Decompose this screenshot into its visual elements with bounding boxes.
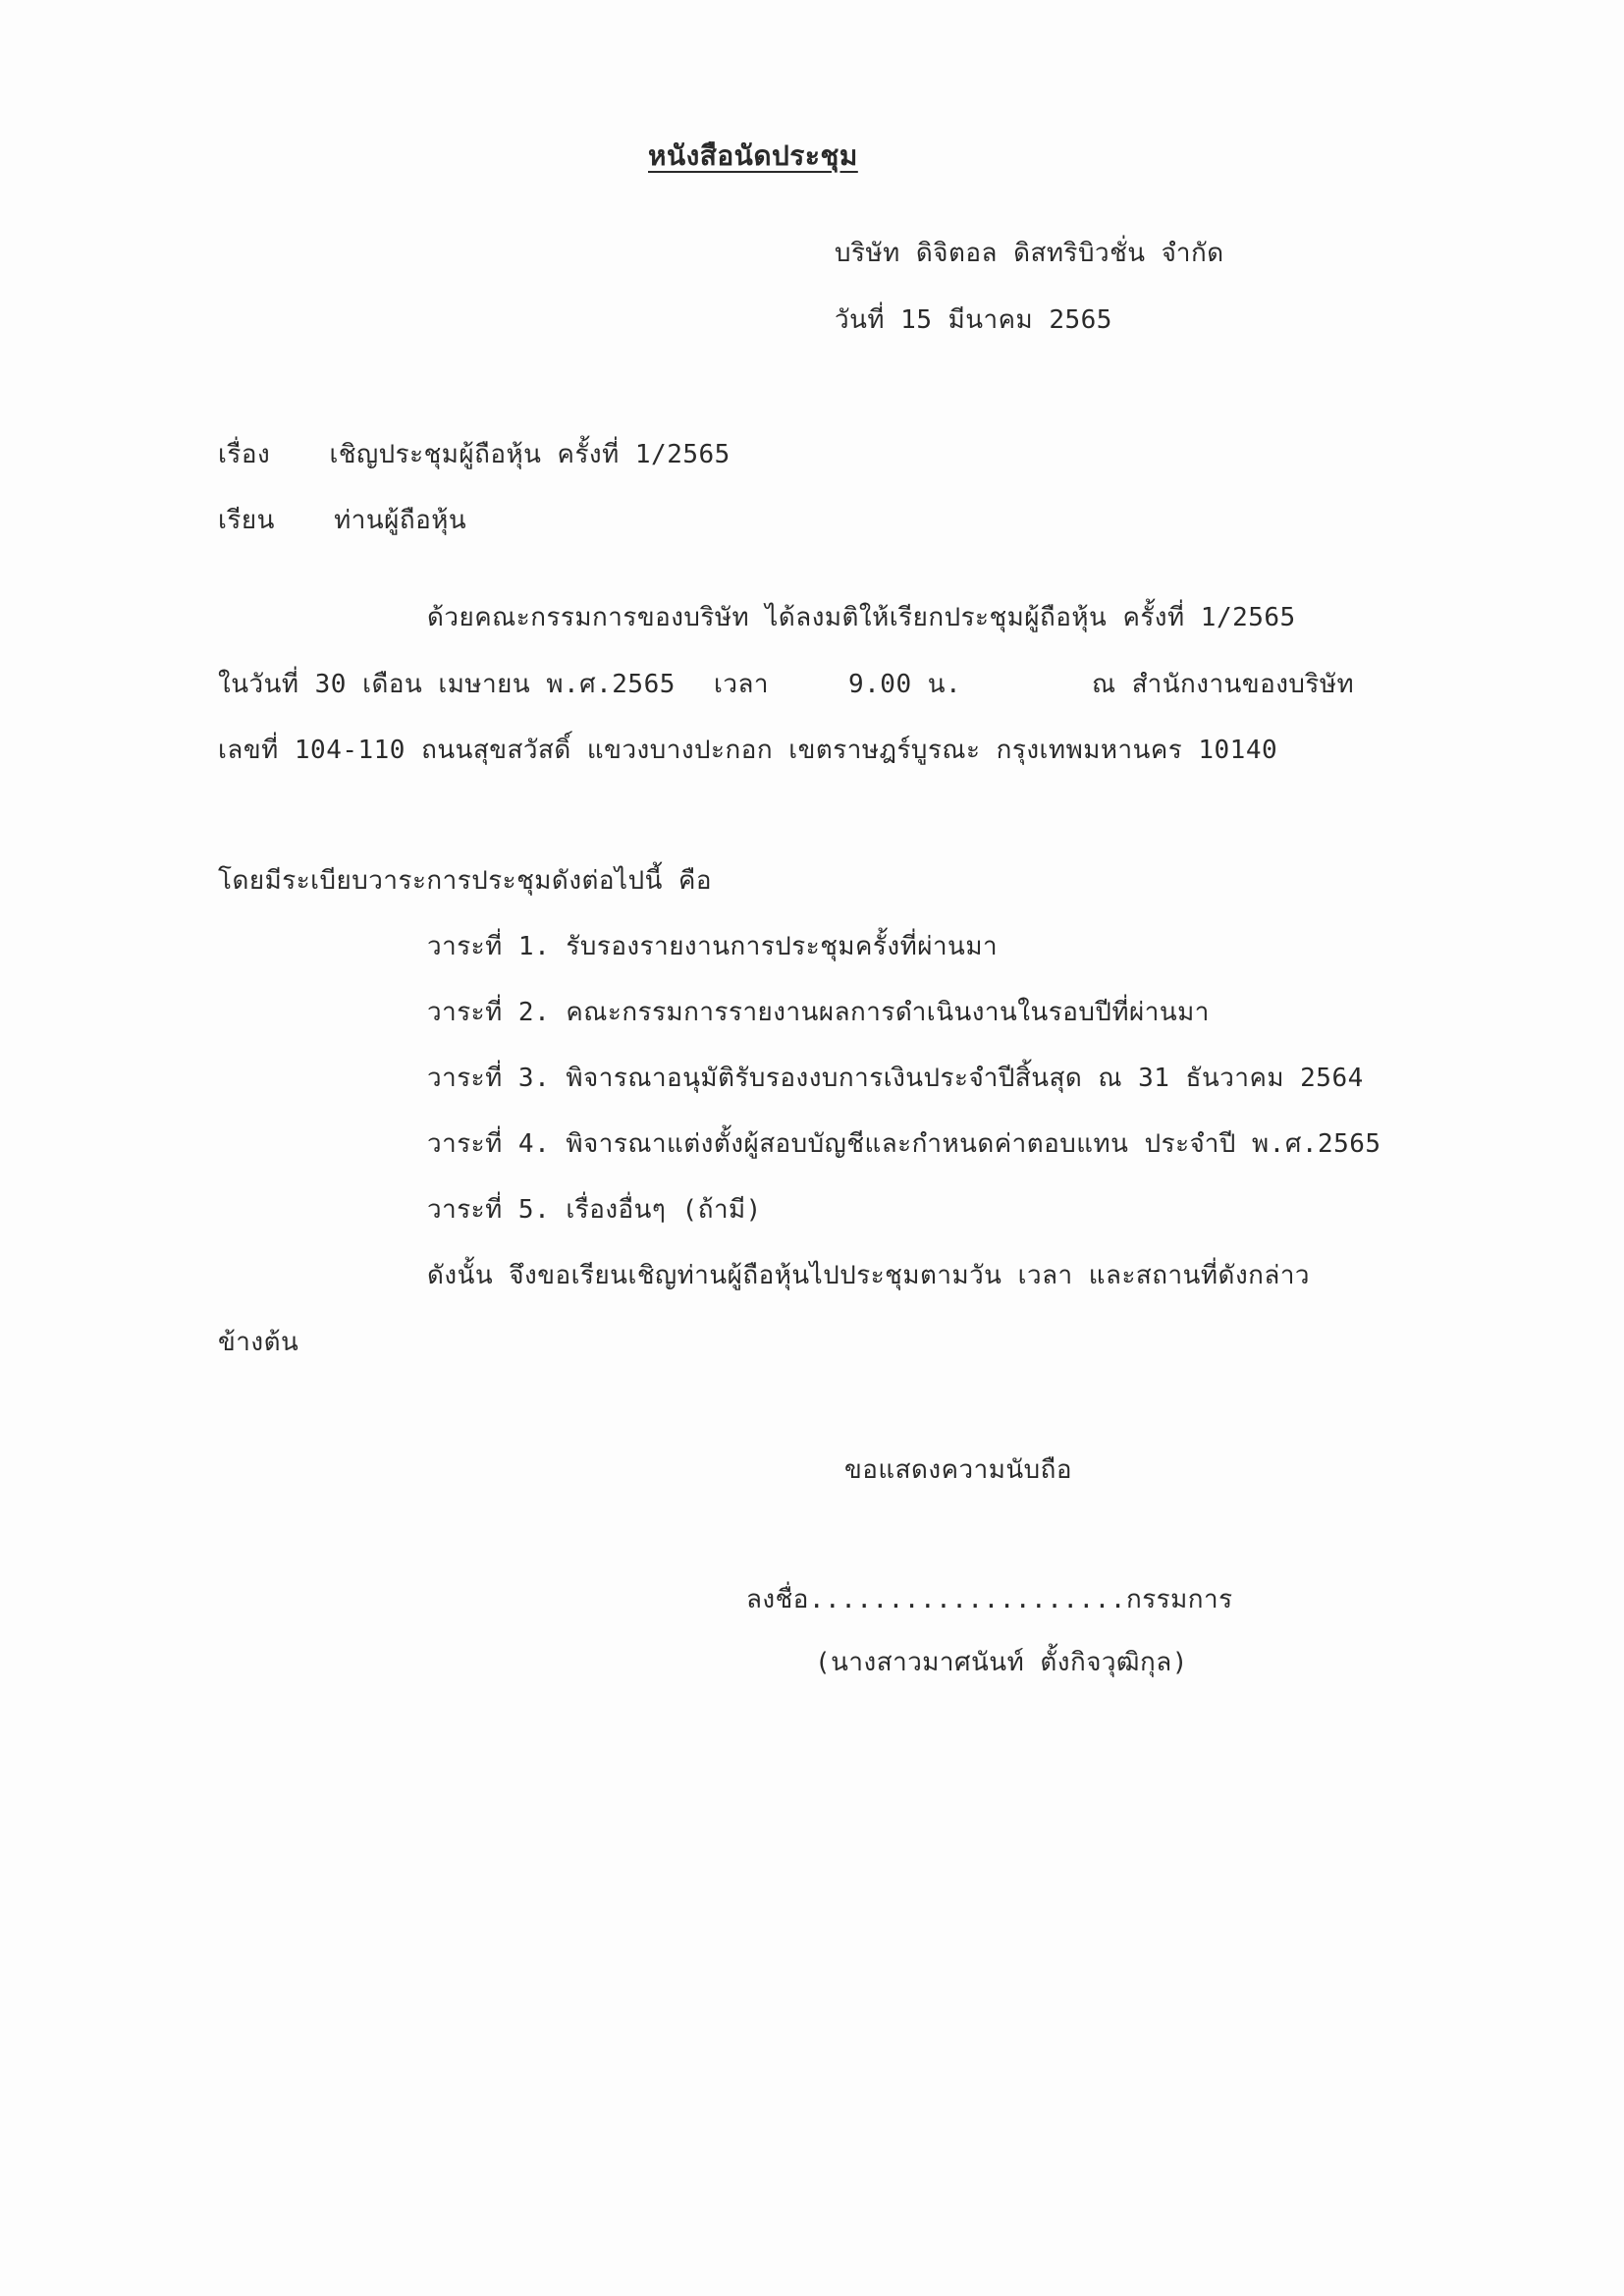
recipient-row xyxy=(218,504,466,537)
document-title: หนังสือนัดประชุม xyxy=(648,139,858,172)
meeting-time: 9.00 น. xyxy=(848,670,962,699)
agenda-item-1: วาระที่ 1. รับรองรายงานการประชุมครั้งที่ผ่านมา xyxy=(427,932,999,961)
company-name: บริษัท ดิจิตอล ดิสทริบิวชั่น จำกัด xyxy=(835,239,1224,268)
body-line-1: ด้วยคณะกรรมการของบริษัท ได้ลงมติให้เรียกประชุมผู้ถือหุ้น ครั้งที่ 1/2565 xyxy=(427,603,1296,632)
agenda-item-3: วาระที่ 3. พิจารณาอนุมัติรับรองงบการเงินประจำปีสิ้นสุด ณ 31 ธันวาคม 2564 xyxy=(427,1064,1364,1093)
body-line-3: เลขที่ 104-110 ถนนสุขสวัสดิ์ แขวงบางปะกอก เขตราษฎร์บูรณะ กรุงเทพมหานคร 10140 xyxy=(218,736,1278,765)
agenda-item-5: วาระที่ 5. เรื่องอื่นๆ (ถ้ามี) xyxy=(427,1195,762,1225)
closing-line-1: ดังนั้น จึงขอเรียนเชิญท่านผู้ถือหุ้นไปประชุมตามวัน เวลา และสถานที่ดังกล่าว xyxy=(427,1261,1311,1290)
meeting-place: ณ สำนักงานของบริษัท xyxy=(1092,670,1355,699)
signature-line: ลงชื่อ....................กรรมการ xyxy=(746,1585,1233,1614)
agenda-item-4: วาระที่ 4. พิจารณาแต่งตั้งผู้สอบบัญชีและกำหนดค่าตอบแทน ประจำปี พ.ศ.2565 xyxy=(427,1129,1381,1159)
meeting-date: ในวันที่ 30 เดือน เมษายน พ.ศ.2565 xyxy=(218,670,676,699)
closing-line-2: ข้างต้น xyxy=(218,1328,299,1357)
recipient-label: เรียน xyxy=(218,506,275,535)
subject-label: เรื่อง xyxy=(218,440,271,469)
subject-row xyxy=(218,438,731,471)
document-date: วันที่ 15 มีนาคม 2565 xyxy=(835,305,1112,335)
agenda-item-2: วาระที่ 2. คณะกรรมการรายงานผลการดำเนินงานในรอบปีที่ผ่านมา xyxy=(427,998,1210,1027)
recipient-text: ท่านผู้ถือหุ้น xyxy=(334,506,467,535)
subject-text: เชิญประชุมผู้ถือหุ้น ครั้งที่ 1/2565 xyxy=(329,440,731,469)
agenda-intro: โดยมีระเบียบวาระการประชุมดังต่อไปนี้ คือ xyxy=(218,866,713,896)
signatory-name: (นางสาวมาศนันท์ ตั้งกิจวุฒิกุล) xyxy=(815,1648,1188,1677)
meeting-time-label: เวลา xyxy=(714,670,770,699)
regards: ขอแสดงความนับถือ xyxy=(844,1455,1072,1485)
body-line-2 xyxy=(218,668,1396,701)
